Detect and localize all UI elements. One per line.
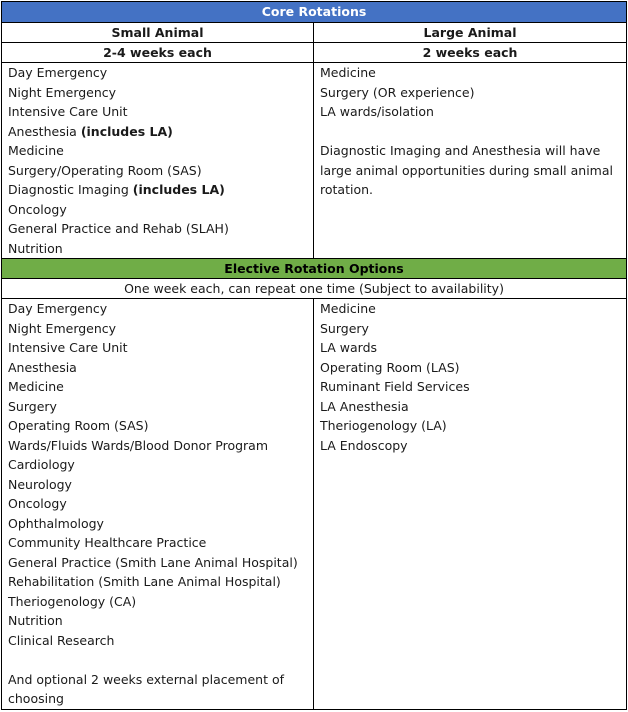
core-small-item-label: Day Emergency <box>8 65 108 80</box>
elective-large-item: LA Endoscopy <box>320 437 408 453</box>
core-small-item <box>8 63 307 83</box>
core-rotations-title: Core Rotations <box>2 2 627 23</box>
core-small-item-emphasis: (includes LA) <box>80 123 173 139</box>
elective-large-item: Ruminant Field Services <box>320 379 470 394</box>
core-large-item: Medicine <box>320 65 376 80</box>
core-small-item-label: Anesthesia <box>8 123 81 139</box>
rotations-document <box>1 1 626 710</box>
core-small-item <box>8 83 307 103</box>
elective-small-item: General Practice (Smith Lane Animal Hospital) <box>8 554 298 570</box>
elective-small-item: Wards/Fluids Wards/Blood Donor Program <box>8 437 269 453</box>
core-duration-row <box>2 43 627 63</box>
elective-small-item: Day Emergency <box>8 301 108 316</box>
core-small-item <box>8 219 307 239</box>
elective-small-item: Operating Room (SAS) <box>8 418 149 433</box>
core-small-list <box>2 63 314 259</box>
core-small-item-label: Medicine <box>8 143 64 158</box>
elective-list-row <box>2 299 627 710</box>
core-large-duration: 2 weeks each <box>314 43 627 63</box>
elective-small-item: Nutrition <box>8 613 63 628</box>
core-small-item <box>8 200 307 220</box>
elective-large-item: Theriogenology (LA) <box>320 418 447 433</box>
elective-small-item: Medicine <box>8 379 64 394</box>
core-small-item <box>8 161 307 181</box>
elective-small-note: And optional 2 weeks external placement of choosing <box>8 671 285 706</box>
elective-small-item: Surgery <box>8 398 57 414</box>
core-list-row <box>2 63 627 259</box>
core-large-item: Surgery (OR experience) <box>320 84 475 100</box>
elective-small-item: Theriogenology (CA) <box>8 593 137 609</box>
elective-small-item: Rehabilitation (Smith Lane Animal Hospital) <box>8 574 281 589</box>
elective-rotations-title: Elective Rotation Options <box>2 259 627 279</box>
core-small-item-label: Night Emergency <box>8 84 117 100</box>
core-small-duration: 2-4 weeks each <box>2 43 314 63</box>
core-small-item <box>8 141 307 161</box>
elective-small-item: Community Healthcare Practice <box>8 535 207 550</box>
elective-small-item: Cardiology <box>8 457 75 472</box>
core-header-row <box>2 23 627 43</box>
elective-subtitle: One week each, can repeat one time (Subject to availability) <box>2 279 627 299</box>
core-small-item-label: Oncology <box>8 201 67 217</box>
elective-large-item: LA wards <box>320 340 378 355</box>
core-small-item <box>8 102 307 122</box>
core-large-note: Diagnostic Imaging and Anesthesia will have large animal opportunities during small animal rotation. <box>320 143 613 197</box>
elective-small-item: Ophthalmology <box>8 515 104 531</box>
elective-subtitle-row <box>2 279 627 299</box>
elective-large-item: Medicine <box>320 301 376 316</box>
core-small-item-label: General Practice and Rehab (SLAH) <box>8 221 229 236</box>
elective-large-item: Surgery <box>320 320 369 336</box>
core-small-item <box>8 122 307 142</box>
core-small-item <box>8 239 307 259</box>
elective-small-item: Clinical Research <box>8 632 115 648</box>
core-large-list <box>314 63 627 259</box>
elective-large-item: Operating Room (LAS) <box>320 359 460 375</box>
core-small-animal-header: Small Animal <box>2 23 314 43</box>
core-small-item-label: Nutrition <box>8 240 63 256</box>
rotations-table <box>1 1 627 710</box>
elective-title-row <box>2 259 627 279</box>
elective-large-list <box>314 299 627 710</box>
core-small-item-label: Surgery/Operating Room (SAS) <box>8 162 202 178</box>
core-small-item <box>8 180 307 200</box>
elective-small-item: Neurology <box>8 476 72 492</box>
elective-small-list <box>2 299 314 710</box>
elective-small-item: Anesthesia <box>8 359 77 375</box>
elective-small-item: Oncology <box>8 496 67 511</box>
core-large-animal-header: Large Animal <box>314 23 627 43</box>
elective-small-item: Intensive Care Unit <box>8 340 128 355</box>
core-small-item-label: Diagnostic Imaging <box>8 182 133 197</box>
core-title-row <box>2 2 627 23</box>
elective-large-item: LA Anesthesia <box>320 398 409 414</box>
core-small-item-label: Intensive Care Unit <box>8 104 128 119</box>
core-large-item: LA wards/isolation <box>320 104 434 119</box>
core-small-item-emphasis: (includes LA) <box>132 182 225 197</box>
elective-small-item: Night Emergency <box>8 320 117 336</box>
